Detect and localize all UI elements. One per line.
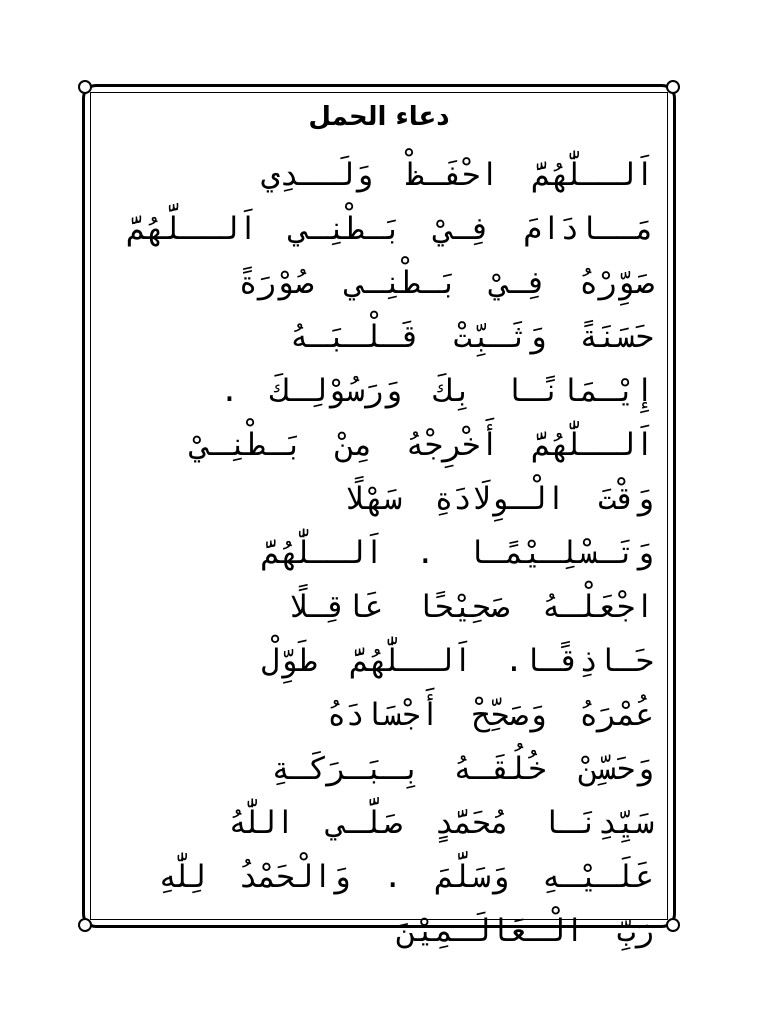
corner-ornament-bottom-left: [78, 918, 92, 932]
text-line: إِيْـمَانًـا بِكَ وَرَسُوْلِـكَ .: [220, 373, 654, 409]
text-line: عُمْرَهُ وَصَحِّحْ أَجْسَادَهُ: [327, 697, 654, 733]
prayer-text: [96, 148, 662, 958]
text-line: وَحَسِّنْ خُلُقَـهُ بِـبَـرَكَـةِ: [271, 751, 654, 787]
page-title: دعاء الحمل: [308, 102, 450, 132]
text-line: وَقْتَ الْـوِلَادَةِ سَهْلًا: [346, 481, 654, 517]
text-line: رَبِّ الْـعَالَـمِيْنَ: [397, 913, 654, 949]
text-line: اَلــلّٰهُمَّ أَخْرِجْهُ مِنْ بَـطْنِـيْ: [191, 427, 654, 463]
text-line: سَيِّدِنَـا مُحَمَّدٍ صَلَّـي اللّٰهُ: [228, 805, 654, 841]
document-content: [96, 96, 662, 949]
text-line: عَلَـيْـهِ وَسَلَّمَ . وَالْحَمْدُ لِلّٰهِ: [158, 859, 654, 895]
text-line: مَــادَامَ فِـيْ بَـطْنِـي اَلــلَّهُمَّ: [126, 211, 654, 247]
text-line: وَتَـسْلِـيْمًـا . اَلــلّٰهُمَّ: [261, 535, 654, 571]
corner-ornament-top-left: [78, 80, 92, 94]
corner-ornament-top-right: [666, 80, 680, 94]
text-line: اَلــلّٰهُمَّ احْفَـظْ وَلَــدِي: [261, 157, 654, 193]
text-line: حَـاذِقًـا. اَلــلّٰهُمَّ طَوِّلْ: [261, 643, 654, 679]
text-line: حَسَنَةً وَثَـبِّتْ قَـلْـبَـهُ: [290, 319, 654, 355]
text-line: صَوِّرْهُ فِـيْ بَـطْنِـي صُوْرَةً: [238, 265, 654, 301]
corner-ornament-bottom-right: [666, 918, 680, 932]
text-line: اجْعَلْـهُ صَحِيْحًا عَاقِـلًا: [290, 589, 654, 625]
